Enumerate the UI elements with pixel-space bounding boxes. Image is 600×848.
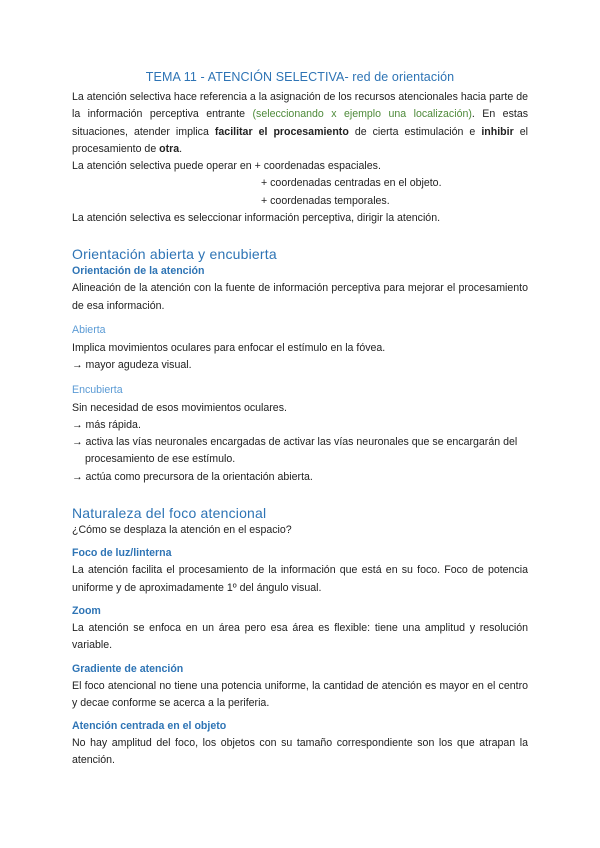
zoom-text: La atención se enfoca en un área pero esa área es flexible: tiene una amplitud y resolución variable. — [72, 621, 528, 652]
intro-text-a: La atención selectiva hace referencia a la asignación de los recursos atencionales hacia parte de la información perceptiva entrante — [72, 91, 528, 121]
label-abierta: Abierta — [72, 323, 106, 336]
intro-paragraph — [72, 89, 528, 158]
intro-bold-facilitar: facilitar el procesamiento — [214, 125, 349, 138]
subheading-foco-luz: Foco de luz/linterna — [72, 547, 172, 560]
subheading-zoom: Zoom — [72, 604, 101, 617]
orientacion-description: Alineación de la atención con la fuente de información perceptiva para mejorar el procesamiento de esa información. — [72, 282, 528, 312]
abierta-bullet: → mayor agudeza visual. — [72, 359, 192, 372]
intro-text-d: el procesamiento de — [72, 125, 528, 155]
foco-question: ¿Cómo se desplaza la atención en el espacio? — [72, 524, 292, 537]
intro-bold-inhibir: inhibir — [481, 125, 514, 138]
intro-green-example: (seleccionando x ejemplo una localización) — [252, 108, 472, 121]
intro-coordinates-line: La atención selectiva puede operar en + coordenadas espaciales. — [72, 160, 381, 173]
foco-luz-text: La atención facilita el procesamiento de la información que está en su foco. Foco de potencia uniforme y de aproximadamente 1º del ángulo visual. — [72, 564, 528, 594]
subheading-gradiente: Gradiente de atención — [72, 662, 184, 675]
document-title: TEMA 11 - ATENCIÓN SELECTIVA- red de orientación — [145, 70, 455, 84]
section-heading-orientacion: Orientación abierta y encubierta — [72, 246, 277, 263]
label-encubierta: Encubierta — [72, 383, 123, 396]
encubierta-bullet-3: → actúa como precursora de la orientación abierta. — [72, 470, 313, 483]
abierta-text: Implica movimientos oculares para enfocar el estímulo en la fóvea. — [72, 341, 386, 354]
intro-coordinates-object: + coordenadas centradas en el objeto. — [261, 177, 442, 190]
intro-summary: La atención selectiva es seleccionar información perceptiva, dirigir la atención. — [72, 212, 441, 225]
intro-bold-otra: otra — [159, 142, 180, 155]
subheading-orientacion-atencion: Orientación de la atención — [72, 265, 205, 278]
intro-coordinates-temporal: + coordenadas temporales. — [261, 194, 390, 207]
objeto-text: No hay amplitud del foco, los objetos con su tamaño correspondiente son los que atrapan la atención. — [72, 737, 528, 767]
intro-text-b: . En estas situaciones, atender implica — [72, 108, 529, 138]
encubierta-text: Sin necesidad de esos movimientos oculares. — [72, 401, 287, 414]
intro-text-c: de cierta estimulación e — [348, 125, 482, 138]
gradiente-text: El foco atencional no tiene una potencia uniforme, la cantidad de atención es mayor en el centro y decae conforme se acerca a la periferia. — [72, 679, 528, 709]
encubierta-bullet-1: → más rápida. — [72, 418, 141, 431]
encubierta-bullet-2: → activa las vías neuronales encargadas de activar las vías neuronales que se encargarán del procesamiento de ese estímulo. — [72, 436, 518, 466]
subheading-objeto: Atención centrada en el objeto — [72, 720, 227, 733]
section-heading-foco: Naturaleza del foco atencional — [72, 505, 267, 522]
intro-text-e: . — [179, 142, 183, 155]
